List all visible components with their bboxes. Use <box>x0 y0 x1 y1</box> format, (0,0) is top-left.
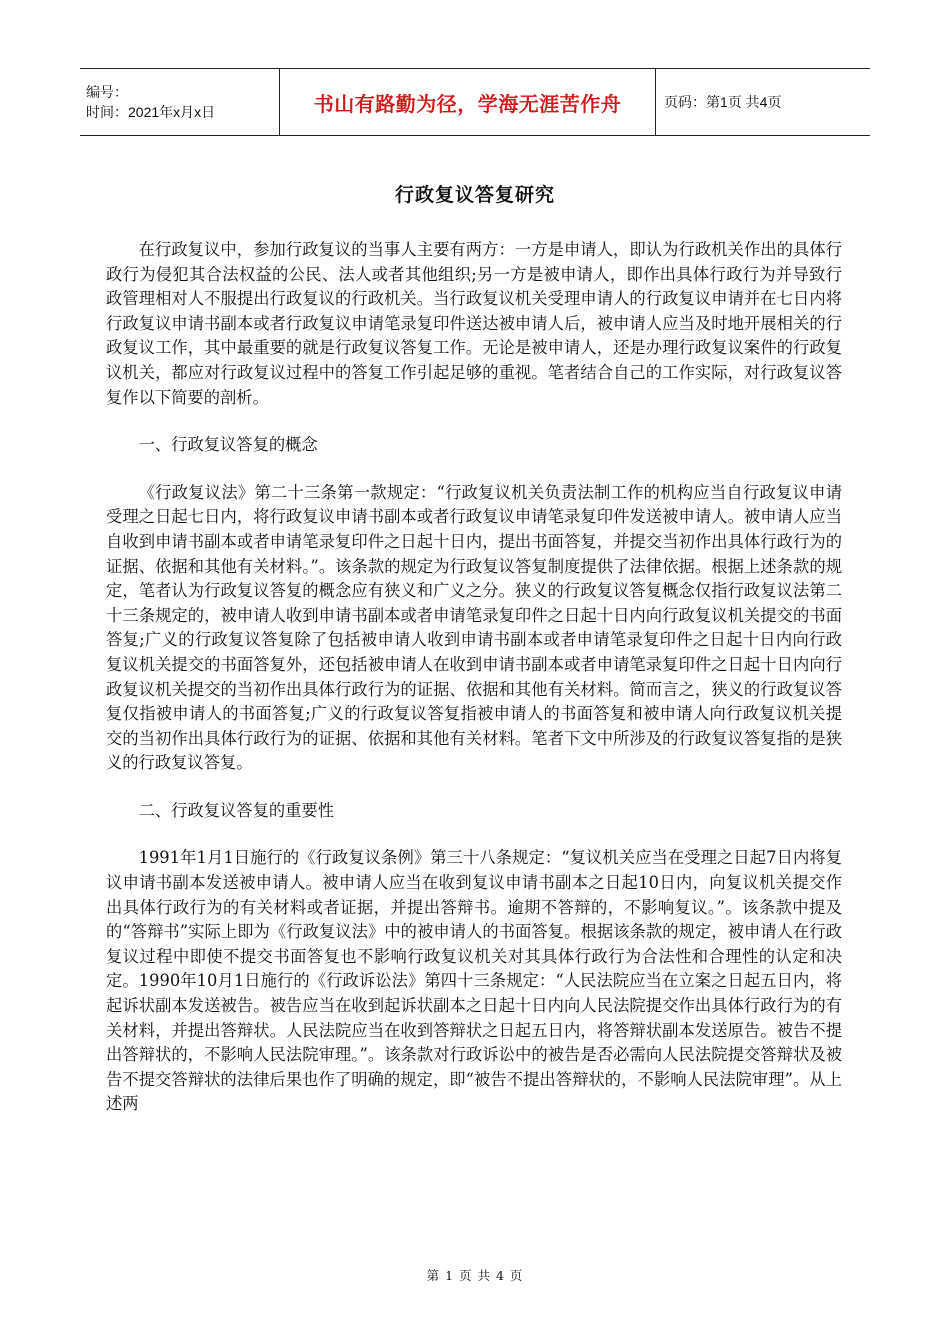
header-table <box>80 68 870 136</box>
header-page-cell <box>656 69 870 135</box>
header-page-info: 页码：第1页 共4页 <box>664 94 782 110</box>
page-footer: 第 1 页 共 4 页 <box>426 1268 524 1283</box>
paragraph-importance: 1991年1月1日施行的《行政复议条例》第三十八条规定：“复议机关应当在受理之日起7日内将复议申请书副本发送被申请人。被申请人应当在收到复议申请书副本之日起10日内，向复议机关提交作出具体行政行为的有关材料或者证据，并提出答辩书。逾期不答辩的，不影响复议。”。该条款中提及的“答辩书”实际上即为《行政复议法》中的被申请人的书面答复。根据该条款的规定，被申请人在行政复议过程中即使不提交书面答复也不影响行政复议机关对其具体行政行为合法性和合理性的认定和决定。1990年10月1日施行的《行政诉讼法》第四十三条规定：“人民法院应当在立案之日起五日内，将起诉状副本发送被告。被告应当在收到起诉状副本之日起十日内向人民法院提交作出具体行政行为的有关材料，并提出答辩状。人民法院应当在收到答辩状之日起五日内，将答辩状副本发送原告。被告不提出答辩状的，不影响人民法院审理。”。该条款对行政诉讼中的被告是否必需向人民法院提交答辩状及被告不提交答辩状的法律后果也作了明确的规定，即“被告不提出答辩状的，不影响人民法院审理”。从上述两 <box>106 848 842 1114</box>
document-number-label: 编号： <box>86 84 128 100</box>
paragraph-concept: 《行政复议法》第二十三条第一款规定：“行政复议机关负责法制工作的机构应当自行政复议申请受理之日起七日内，将行政复议申请书副本或者行政复议申请笔录复印件发送被申请人。被申请人应当自收到申请书副本或者申请笔录复印件之日起十日内，提出书面答复，并提交当初作出具体行政行为的证据、依据和其他有关材料。”。该条款的规定为行政复议答复制度提供了法律依据。根据上述条款的规定，笔者认为行政复议答复的概念应有狭义和广义之分。狭义的行政复议答复概念仅指行政复议法第二十三条规定的，被申请人收到申请书副本或者申请笔录复印件之日起十日内向行政复议机关提交的书面答复;广义的行政复议答复除了包括被申请人收到申请书副本或者申请笔录复印件之日起十日内向行政复议机关提交的书面答复外，还包括被申请人在收到申请书副本或者申请笔录复印件之日起十日内向行政复议机关提交的当初作出具体行政行为的证据、依据和其他有关材料。简而言之，狭义的行政复议答复仅指被申请人的书面答复;广义的行政复议答复指被申请人的书面答复和被申请人向行政复议机关提交的当初作出具体行政行为的证据、依据和其他有关材料。笔者下文中所涉及的行政复议答复指的是狭义的行政复议答复。 <box>106 482 842 773</box>
header-meta-cell <box>80 69 280 135</box>
header-motto: 书山有路勤为径，学海无涯苦作舟 <box>313 91 622 116</box>
document-body <box>106 238 842 1140</box>
header-motto-cell <box>280 69 656 135</box>
paragraph-intro: 在行政复议中，参加行政复议的当事人主要有两方：一方是申请人，即认为行政机关作出的具体行政行为侵犯其合法权益的公民、法人或者其他组织;另一方是被申请人，即作出具体行政行为并导致行政管理相对人不服提出行政复议的行政机关。当行政复议机关受理申请人的行政复议申请并在七日内将行政复议申请书副本或者行政复议申请笔录复印件送达被申请人后，被申请人应当及时地开展相关的行政复议工作，其中最重要的就是行政复议答复工作。无论是被申请人，还是办理行政复议案件的行政复议机关，都应对行政复议过程中的答复工作引起足够的重视。笔者结合自己的工作实际，对行政复议答复作以下简要的剖析。 <box>106 240 842 407</box>
section-heading-importance: 二、行政复议答复的重要性 <box>138 800 334 820</box>
document-date-label: 时间：2021年x月x日 <box>86 104 216 120</box>
document-title: 行政复议答复研究 <box>394 184 555 206</box>
section-heading-concept: 一、行政复议答复的概念 <box>138 435 318 455</box>
